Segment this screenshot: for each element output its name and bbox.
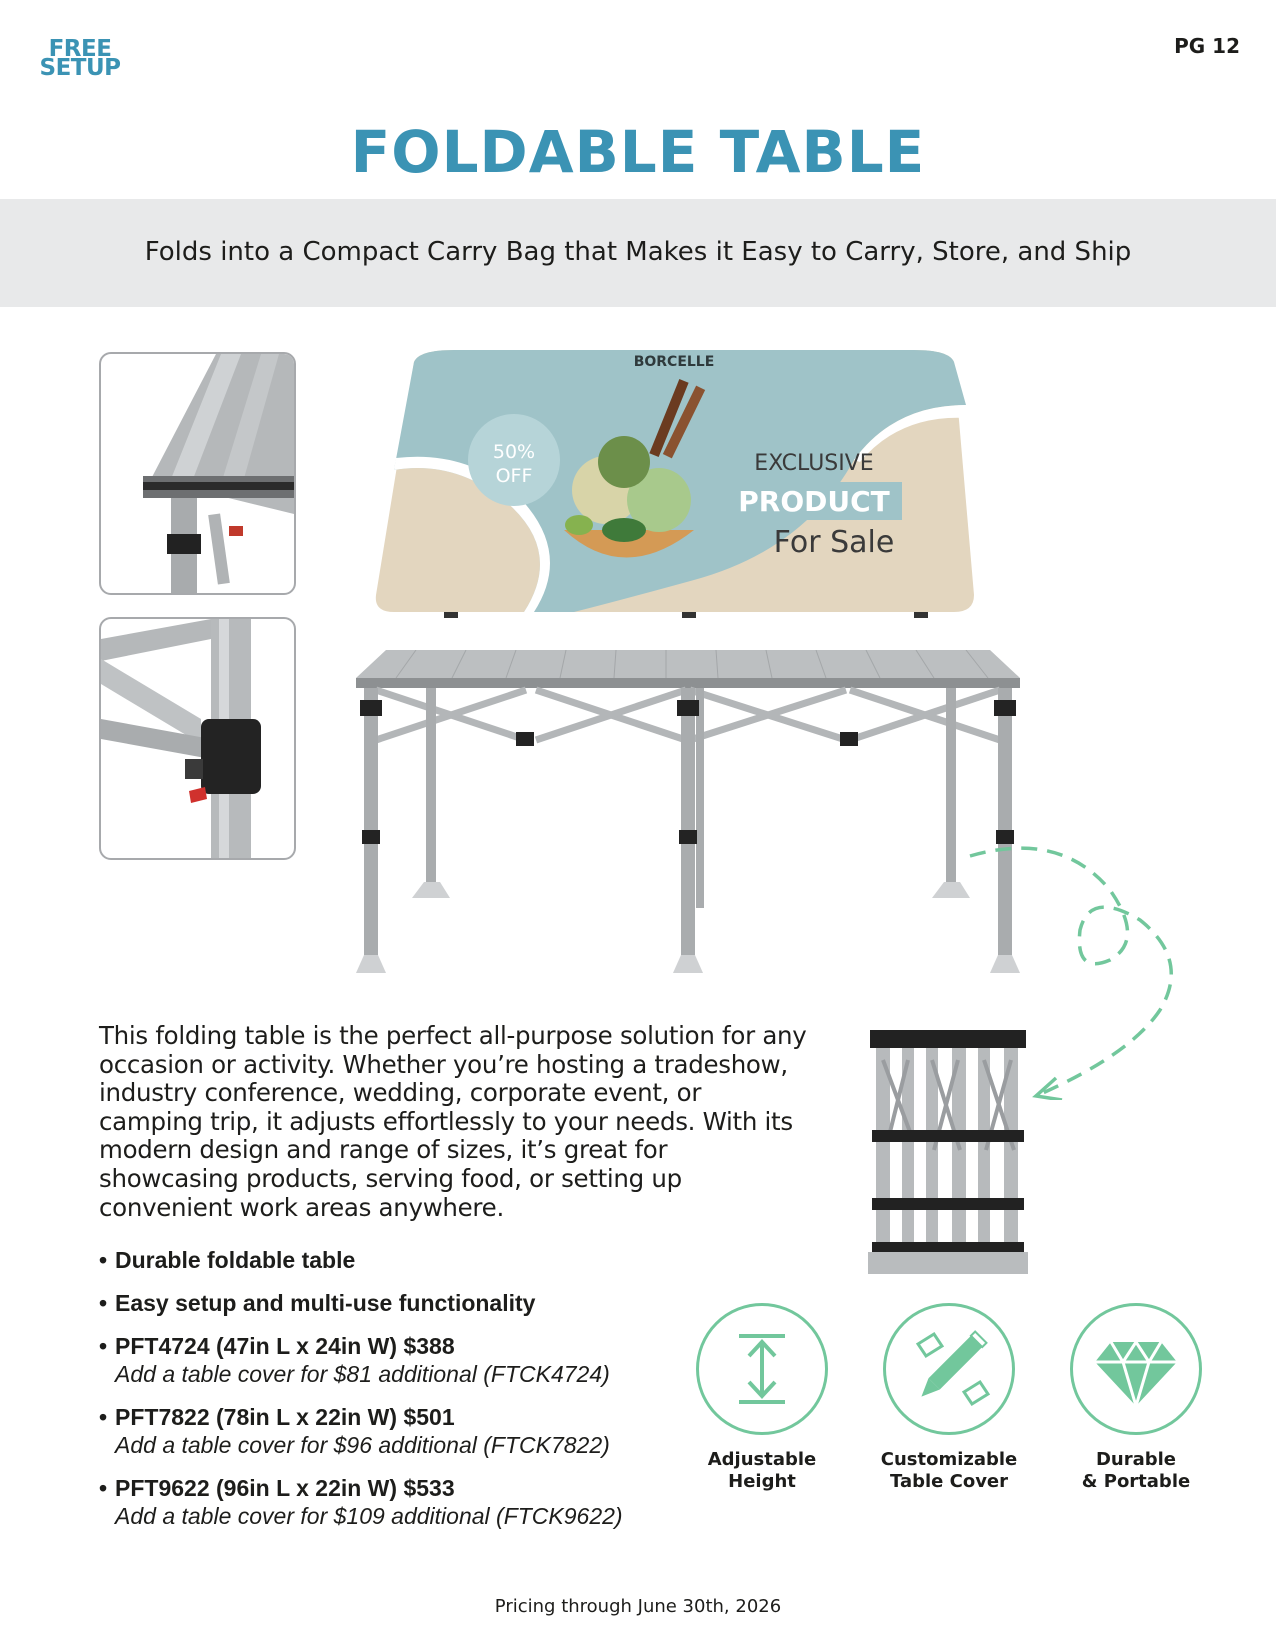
diamond-icon [1073,1306,1199,1432]
page-title: FOLDABLE TABLE [350,118,926,186]
folding-table-image [356,650,1020,980]
cover-line1: EXCLUSIVE [754,451,874,476]
bullet-pft9622: • PFT9622 (96in L x 22in W) $533 [99,1474,719,1502]
cover-line3: For Sale [773,525,895,560]
pencil-icon [886,1306,1012,1432]
bullet-durable: • Durable foldable table [99,1246,719,1274]
feature-adjustable-height [672,1303,852,1493]
bullet-pft4724-cover: Add a table cover for $81 additional (FTCK4724) [115,1361,610,1387]
product-description: This folding table is the perfect all-purpose solution for any occasion or activity. Whether you’re hosting a tradeshow, industry conference, wedding, corporate event, or camping trip, it adjusts effortlessly to your needs. With its modern design and range of sizes, it’s great for showcasing products, serving food, or setting up convenient work areas anywhere. [99,1021,807,1222]
subtitle-band [0,199,1276,307]
bullet-pft7822: • PFT7822 (78in L x 22in W) $501 [99,1403,719,1431]
printed-table-cover-image [374,350,994,618]
badge-line-setup: SETUP [39,55,121,81]
leg-lock-detail-photo [99,617,296,860]
cover-discount-line2: OFF [495,465,533,487]
badge-line-free: FREE [48,36,112,62]
page-subtitle: Folds into a Compact Carry Bag that Makes it Easy to Carry, Store, and Ship [144,237,1132,267]
bullet-easy-setup: • Easy setup and multi-use functionality [99,1289,719,1317]
pricing-footer: Pricing through June 30th, 2026 [494,1596,782,1617]
feature-durable-portable [1046,1303,1226,1493]
cover-discount-line1: 50% [492,441,536,463]
feature-label-durable: Durable & Portable [1081,1449,1191,1492]
tabletop-corner-photo [99,352,296,595]
feature-label-adjustable: Adjustable Height [707,1449,817,1492]
cover-brand: BORCELLE [633,354,715,370]
folded-table-image [868,1030,1028,1274]
feature-bullet-list [99,1246,719,1530]
page-number: PG 12 [1174,34,1240,58]
vertical-arrows-icon [699,1306,825,1432]
free-setup-badge [38,36,122,81]
bullet-pft7822-cover: Add a table cover for $96 additional (FTCK7822) [115,1432,610,1458]
bullet-pft4724: • PFT4724 (47in L x 24in W) $388 [99,1332,719,1360]
cover-line2: PRODUCT [738,485,890,518]
feature-custom-cover [859,1303,1039,1493]
bullet-pft9622-cover: Add a table cover for $109 additional (FTCK9622) [115,1503,623,1529]
feature-label-customizable: Customizable Table Cover [880,1449,1018,1492]
